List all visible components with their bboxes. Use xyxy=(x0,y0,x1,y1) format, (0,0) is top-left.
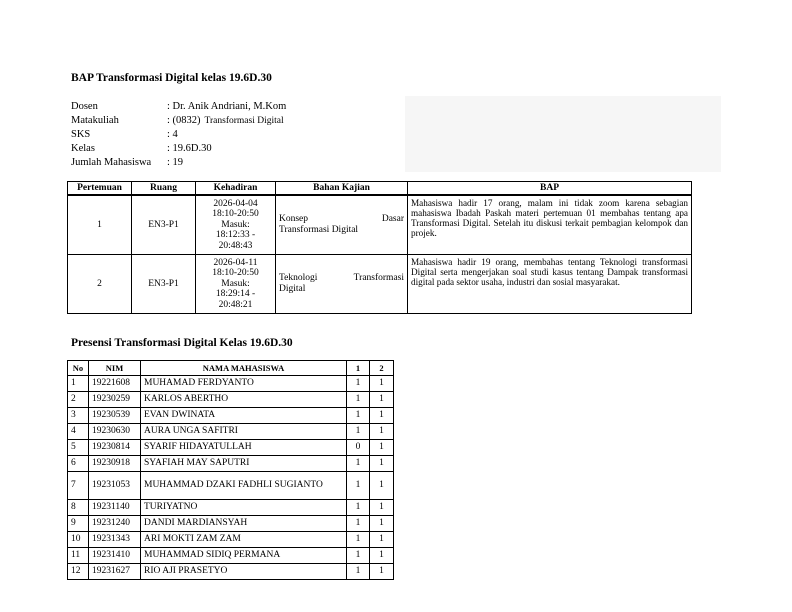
cell-meeting-1: 1 xyxy=(347,456,370,472)
cell-meeting-1: 1 xyxy=(347,532,370,548)
info-value: : Dr. Anik Andriani, M.Kom xyxy=(167,101,287,112)
info-row-sks xyxy=(71,128,286,142)
info-label: Matakuliah xyxy=(71,115,119,126)
cell-no: 10 xyxy=(68,532,89,548)
cell-meeting-1: 1 xyxy=(347,408,370,424)
header-no: No xyxy=(68,361,89,376)
student-row xyxy=(68,392,394,408)
info-row-kelas xyxy=(71,142,286,156)
presensi-header-row xyxy=(68,361,394,376)
presensi-table xyxy=(67,360,394,580)
info-label: Kelas xyxy=(71,143,95,154)
cell-no: 5 xyxy=(68,440,89,456)
cell-pertemuan: 2 xyxy=(68,255,132,314)
cell-meeting-2: 1 xyxy=(370,500,394,516)
student-row xyxy=(68,440,394,456)
info-row-dosen xyxy=(71,100,286,114)
cell-meeting-2: 1 xyxy=(370,548,394,564)
cell-bap: Mahasiswa hadir 17 orang, malam ini tidak zoom karena sebagian mahasiswa Ibadah Paskah materi pertemuan 01 membahas tentang apa Transformasi Digital. Setelah itu diskusi terkait pembagian kelompok dan projek. xyxy=(408,195,692,255)
document-title: BAP Transformasi Digital kelas 19.6D.30 xyxy=(71,72,272,84)
cell-meeting-1: 1 xyxy=(347,424,370,440)
cell-nama: TURIYATNO xyxy=(141,500,347,516)
header-pertemuan: Pertemuan xyxy=(68,182,132,196)
bap-row xyxy=(68,255,692,314)
cell-nama: SYAFIAH MAY SAPUTRI xyxy=(141,456,347,472)
cell-meeting-2: 1 xyxy=(370,440,394,456)
cell-nim: 19230918 xyxy=(89,456,141,472)
info-label: Jumlah Mahasiswa xyxy=(71,157,152,168)
kehadiran-label: Masuk: xyxy=(221,278,250,289)
cell-nim: 19231627 xyxy=(89,564,141,580)
cell-ruang: EN3-P1 xyxy=(132,255,196,314)
kehadiran-out: 20:48:21 xyxy=(218,299,253,310)
cell-nim: 19231410 xyxy=(89,548,141,564)
student-row xyxy=(68,408,394,424)
cell-nama: MUHAMAD FERDYANTO xyxy=(141,376,347,392)
bap-row xyxy=(68,195,692,255)
kehadiran-time: 18:10-20:50 xyxy=(212,268,259,279)
cell-meeting-1: 1 xyxy=(347,472,370,500)
info-value: : 19 xyxy=(167,157,184,168)
student-row xyxy=(68,472,394,500)
bap-table xyxy=(67,181,692,314)
cell-meeting-1: 1 xyxy=(347,376,370,392)
cell-nim: 19230630 xyxy=(89,424,141,440)
cell-meeting-2: 1 xyxy=(370,408,394,424)
info-value: : 4 xyxy=(167,129,178,140)
header-nim: NIM xyxy=(89,361,141,376)
student-row xyxy=(68,516,394,532)
cell-nama: RIO AJI PRASETYO xyxy=(141,564,347,580)
bap-header-row xyxy=(68,182,692,196)
cell-meeting-2: 1 xyxy=(370,516,394,532)
cell-no: 6 xyxy=(68,456,89,472)
cell-meeting-1: 1 xyxy=(347,392,370,408)
cell-nim: 19231343 xyxy=(89,532,141,548)
course-info xyxy=(71,100,286,170)
cell-nama: EVAN DWINATA xyxy=(141,408,347,424)
cell-no: 8 xyxy=(68,500,89,516)
student-row xyxy=(68,532,394,548)
cell-meeting-2: 1 xyxy=(370,532,394,548)
header-kehadiran: Kehadiran xyxy=(196,182,276,196)
cell-pertemuan: 1 xyxy=(68,195,132,255)
bahan-kajian-line: Digital xyxy=(279,284,306,294)
student-row xyxy=(68,456,394,472)
cell-nama: MUHAMMAD DZAKI FADHLI SUGIANTO xyxy=(141,472,347,500)
cell-no: 1 xyxy=(68,376,89,392)
header-bap: BAP xyxy=(408,182,692,196)
kehadiran-out: 20:48:43 xyxy=(218,240,253,251)
kehadiran-label: Masuk: xyxy=(221,219,250,230)
cell-nama: ARI MOKTI ZAM ZAM xyxy=(141,532,347,548)
cell-no: 3 xyxy=(68,408,89,424)
cell-meeting-1: 0 xyxy=(347,440,370,456)
cell-no: 12 xyxy=(68,564,89,580)
cell-nama: AURA UNGA SAFITRI xyxy=(141,424,347,440)
bahan-kajian-line: Transformasi Digital xyxy=(279,225,359,235)
cell-bahan-kajian xyxy=(276,195,408,255)
cell-kehadiran xyxy=(196,195,276,255)
course-name: Transformasi Digital xyxy=(204,116,284,126)
cell-nim: 19231053 xyxy=(89,472,141,500)
header-ruang: Ruang xyxy=(132,182,196,196)
cell-meeting-2: 1 xyxy=(370,564,394,580)
cell-meeting-1: 1 xyxy=(347,500,370,516)
cell-nim: 19230259 xyxy=(89,392,141,408)
kehadiran-date: 2026-04-11 xyxy=(213,257,258,268)
info-row-jumlah xyxy=(71,156,286,170)
cell-nim: 19231240 xyxy=(89,516,141,532)
cell-kehadiran xyxy=(196,255,276,314)
cell-nama: KARLOS ABERTHO xyxy=(141,392,347,408)
cell-nim: 19230814 xyxy=(89,440,141,456)
cell-no: 9 xyxy=(68,516,89,532)
cell-no: 7 xyxy=(68,472,89,500)
cell-meeting-2: 1 xyxy=(370,424,394,440)
student-row xyxy=(68,548,394,564)
kehadiran-in: 18:29:14 - xyxy=(215,289,256,300)
student-row xyxy=(68,500,394,516)
student-row xyxy=(68,564,394,580)
cell-bap: Mahasiswa hadir 19 orang, membahas tentang Teknologi transformasi Digital serta mengerjakan soal studi kasus tentang Dampak transformasi digital pada sektor usaha, industri dan sosial masyarakat. xyxy=(408,255,692,314)
cell-nama: SYARIF HIDAYATULLAH xyxy=(141,440,347,456)
info-row-matakuliah xyxy=(71,114,286,128)
cell-bahan-kajian xyxy=(276,255,408,314)
bahan-kajian-line: Teknologi Transformasi xyxy=(279,273,404,283)
cell-meeting-2: 1 xyxy=(370,472,394,500)
cell-nim: 19231140 xyxy=(89,500,141,516)
cell-no: 4 xyxy=(68,424,89,440)
header-meeting-1: 1 xyxy=(347,361,370,376)
cell-meeting-1: 1 xyxy=(347,516,370,532)
cell-meeting-1: 1 xyxy=(347,564,370,580)
cell-no: 2 xyxy=(68,392,89,408)
info-label: SKS xyxy=(71,129,91,140)
cell-nim: 19221608 xyxy=(89,376,141,392)
cell-meeting-2: 1 xyxy=(370,376,394,392)
presensi-title: Presensi Transformasi Digital Kelas 19.6D.30 xyxy=(71,337,293,349)
shaded-area xyxy=(405,96,721,172)
kehadiran-date: 2026-04-04 xyxy=(213,198,258,209)
cell-no: 11 xyxy=(68,548,89,564)
header-meeting-2: 2 xyxy=(370,361,394,376)
header-nama: NAMA MAHASISWA xyxy=(141,361,347,376)
bahan-kajian-line: Konsep Dasar xyxy=(279,214,404,224)
cell-nama: DANDI MARDIANSYAH xyxy=(141,516,347,532)
cell-nama: MUHAMMAD SIDIQ PERMANA xyxy=(141,548,347,564)
info-value: : 19.6D.30 xyxy=(167,143,212,154)
student-row xyxy=(68,376,394,392)
student-row xyxy=(68,424,394,440)
info-label: Dosen xyxy=(71,101,98,112)
kehadiran-time: 18:10-20:50 xyxy=(212,209,259,220)
cell-nim: 19230539 xyxy=(89,408,141,424)
cell-meeting-1: 1 xyxy=(347,548,370,564)
cell-ruang: EN3-P1 xyxy=(132,195,196,255)
info-value: : (0832) xyxy=(167,115,201,126)
kehadiran-in: 18:12:33 - xyxy=(215,230,256,241)
cell-meeting-2: 1 xyxy=(370,392,394,408)
cell-meeting-2: 1 xyxy=(370,456,394,472)
header-bahan-kajian: Bahan Kajian xyxy=(276,182,408,196)
